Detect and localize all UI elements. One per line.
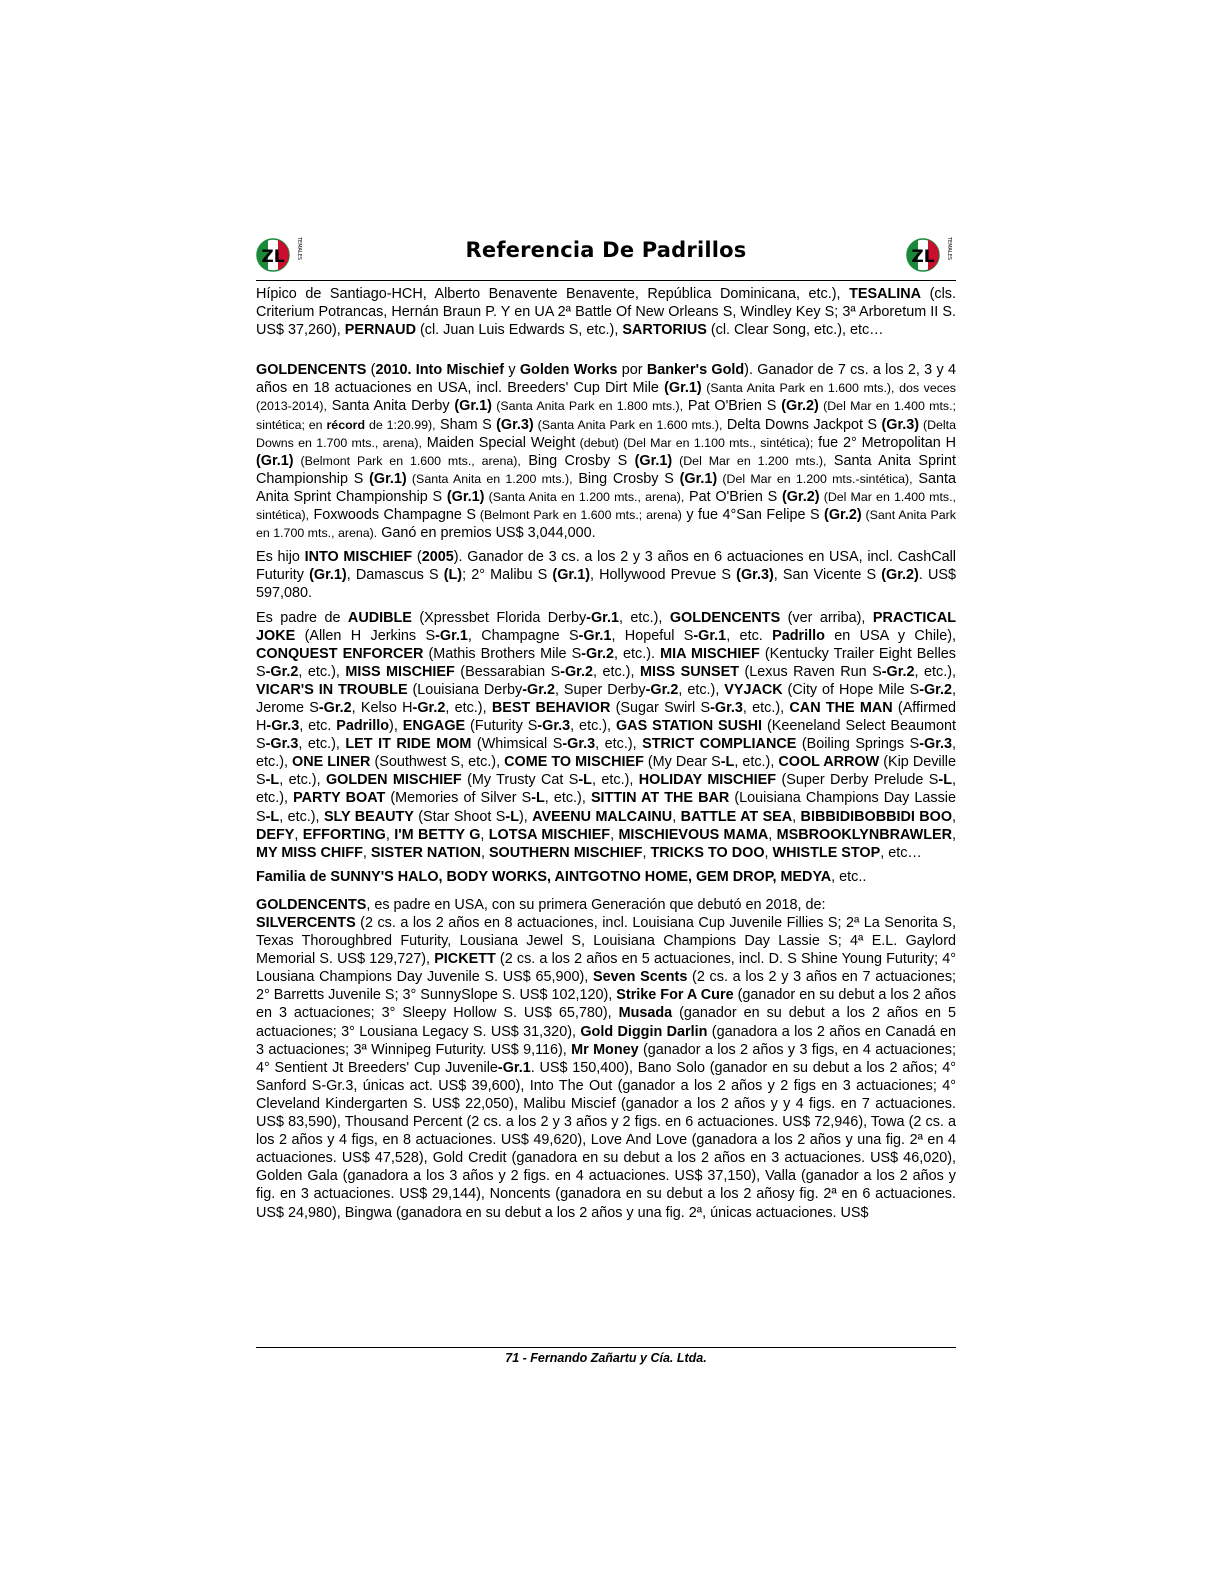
paragraph-first-crop: GOLDENCENTS, es padre en USA, con su primera Generación que debutó en 2018, de: SILVERCENTS (2 cs. a los 2 años en 8 actuaciones, incl. Louisiana Cup Juvenile Fillies S; 2ª La Senorita S, Texas Thoroughbred Futurity, Lousiana Jewel S, Louisiana Champions Day Lassie S; 4ª E.L. Gaylord Memorial S. US$ 129,727), PICKETT (2 cs. a los 2 años en 5 actuaciones, incl. D. S Shine Young Futurity; 4° Lousiana Champions Day Juvenile S. US$ 65,900), Seven Scents (2 cs. a los 2 y 3 años en 7 actuaciones; 2° Barretts Juvenile S; 3° SunnySlope S. US$ 102,120), Strike For A Cure (ganador en su debut a los 2 años en 3 actuaciones; 3° Sleepy Hollow S. US$ 65,780), Musada (ganador en su debut a los 2 años en 5 actuaciones; 3° Lousiana Legacy S. US$ 31,320), Gold Diggin Darlin (ganadora a los 2 años en Canadá en 3 actuaciones; 3ª Winnipeg Futurity. US$ 9,116), Mr Money (ganador a los 2 años y 3 figs, en 4 actuaciones; 4° Sentient Jt Breeders' Cup Juvenile-Gr.1. US$ 150,400), Bano Solo (ganador en su debut a los 2 años; 4° Sanford S-Gr.3, únicas act. US$ 39,600), Into The Out (ganador a los 2 años y 2 figs en 3 actuaciones; 4° Cleveland Kindergarten S. US$ 22,050), Malibu Miscief (ganador a los 2 años y y 4 figs. en 7 actuaciones. US$ 83,590), Thousand Percent (2 cs. a los 2 y 3 años y 2 figs. en 6 actuaciones. US$ 72,946), Towa (2 cs. a los 2 años y 4 figs, en 8 actuaciones. US$ 49,620), Love And Love (ganadora a los 2 años y una fig. 2ª en 4 actuaciones. US$ 47,528), Gold Credit (ganadora en su debut a los 2 años en 3 actuaciones. US$ 46,020), Golden Gala (ganadora a los 3 años y 2 figs. en 4 actuaciones. US$ 37,150), Valla (ganador a los 2 años y fig. en 3 actuaciones. US$ 29,144), Noncents (ganadora en su debut a los 2 añosy fig. 2ª en 6 actuaciones. US$ 24,980), Bingwa (ganadora en su debut a los 2 años y una fig. 2ª, únicas actuaciones. US$ [256,896,957,1221]
document-body [256,285,956,1222]
svg-text:TEMALES: TEMALES [296,237,302,261]
document-page [256,232,956,1228]
paragraph-goldencents: GOLDENCENTS (2010. Into Mischief y Golden Works por Banker's Gold). Ganador de 7 cs. a los 2, 3 y 4 años en 18 actuaciones en USA, incl. Breeders' Cup Dirt Mile (Gr.1) (Santa Anita Park en 1.600 mts.), dos veces (2013-2014), Santa Anita Derby (Gr.1) (Santa Anita Park en 1.800 mts.), Pat O'Brien S (Gr.2) (Del Mar en 1.400 mts.; sintética; en récord de 1:20.99), Sham S (Gr.3) (Santa Anita Park en 1.600 mts.), Delta Downs Jackpot S (Gr.3) (Delta Downs en 1.700 mts., arena), Maiden Special Weight (debut) (Del Mar en 1.100 mts., sintética); fue 2° Metropolitan H (Gr.1) (Belmont Park en 1.600 mts., arena), Bing Crosby S (Gr.1) (Del Mar en 1.200 mts.), Santa Anita Sprint Championship S (Gr.1) (Santa Anita en 1.200 mts.), Bing Crosby S (Gr.1) (Del Mar en 1.200 mts.-sintética), Santa Anita Sprint Championship S (Gr.1) (Santa Anita en 1.200 mts., arena), Pat O'Brien S (Gr.2) (Del Mar en 1.400 mts., sintética), Foxwoods Champagne S (Belmont Park en 1.600 mts.; arena) y fue 4°San Felipe S (Gr.2) (Sant Anita Park en 1.700 mts., arena). Ganó en premios US$ 3,044,000. [256,362,957,542]
page-footer: 71 - Fernando Zañartu y Cía. Ltda. [505,1351,707,1365]
svg-text:ZL: ZL [911,247,935,267]
paragraph-sire: Es hijo INTO MISCHIEF (2005). Ganador de 3 cs. a los 2 y 3 años en 6 actuaciones en USA, incl. CashCall Futurity (Gr.1), Damascus S (L); 2° Malibu S (Gr.1), Hollywood Prevue S (Gr.3), San Vicente S (Gr.2). US$ 597,080. [256,549,956,602]
logo-right-icon [906,232,956,278]
page-title: Referencia De Padrillos [465,238,747,262]
paragraph-continuation: Hípico de Santiago-HCH, Alberto Benavente Benavente, República Dominicana, etc.), TESALINA (cls. Criterium Potrancas, Hernán Braun P. Y en UA 2ª Battle Of New Orleans S, Windley Key S; 3ª Arboretum II S. US$ 37,260), PERNAUD (cl. Juan Luis Edwards S, etc.), SARTORIUS (cl. Clear Song, etc.), etc… [256,286,956,339]
footer-divider [256,1347,956,1348]
paragraph-offspring: Es padre de AUDIBLE (Xpressbet Florida Derby-Gr.1, etc.), GOLDENCENTS (ver arriba), PRACTICAL JOKE (Allen H Jerkins S-Gr.1, Champagne S-Gr.1, Hopeful S-Gr.1, etc. Padrillo en USA y Chile), CONQUEST ENFORCER (Mathis Brothers Mile S-Gr.2, etc.). MIA MISCHIEF (Kentucky Trailer Eight Belles S-Gr.2, etc.), MISS MISCHIEF (Bessarabian S-Gr.2, etc.), MISS SUNSET (Lexus Raven Run S-Gr.2, etc.), VICAR'S IN TROUBLE (Louisiana Derby-Gr.2, Super Derby-Gr.2, etc.), VYJACK (City of Hope Mile S-Gr.2, Jerome S-Gr.2, Kelso H-Gr.2, etc.), BEST BEHAVIOR (Sugar Swirl S-Gr.3, etc.), CAN THE MAN (Affirmed H-Gr.3, etc. Padrillo), ENGAGE (Futurity S-Gr.3, etc.), GAS STATION SUSHI (Keeneland Select Beaumont S-Gr.3, etc.), LET IT RIDE MOM (Whimsical S-Gr.3, etc.), STRICT COMPLIANCE (Boiling Springs S-Gr.3, etc.), ONE LINER (Southwest S, etc.), COME TO MISCHIEF (My Dear S-L, etc.), COOL ARROW (Kip Deville S-L, etc.), GOLDEN MISCHIEF (My Trusty Cat S-L, etc.), HOLIDAY MISCHIEF (Super Derby Prelude S-L, etc.), PARTY BOAT (Memories of Silver S-L, etc.), SITTIN AT THE BAR (Louisiana Champions Day Lassie S-L, etc.), SLY BEAUTY (Star Shoot S-L), AVEENU MALCAINU, BATTLE AT SEA, BIBBIDIBOBBIDI BOO, DEFY, EFFORTING, I'M BETTY G, LOTSA MISCHIEF, MISCHIEVOUS MAMA, MSBROOKLYNBRAWLER, MY MISS CHIFF, SISTER NATION, SOUTHERN MISCHIEF, TRICKS TO DOO, WHISTLE STOP, etc… [256,609,957,861]
svg-text:TEMALES: TEMALES [946,237,952,261]
svg-text:ZL: ZL [261,247,285,267]
paragraph-family: Familia de SUNNY'S HALO, BODY WORKS, AINTGOTNO HOME, GEM DROP, MEDYA, etc.. [256,868,867,885]
page-header [256,232,956,281]
